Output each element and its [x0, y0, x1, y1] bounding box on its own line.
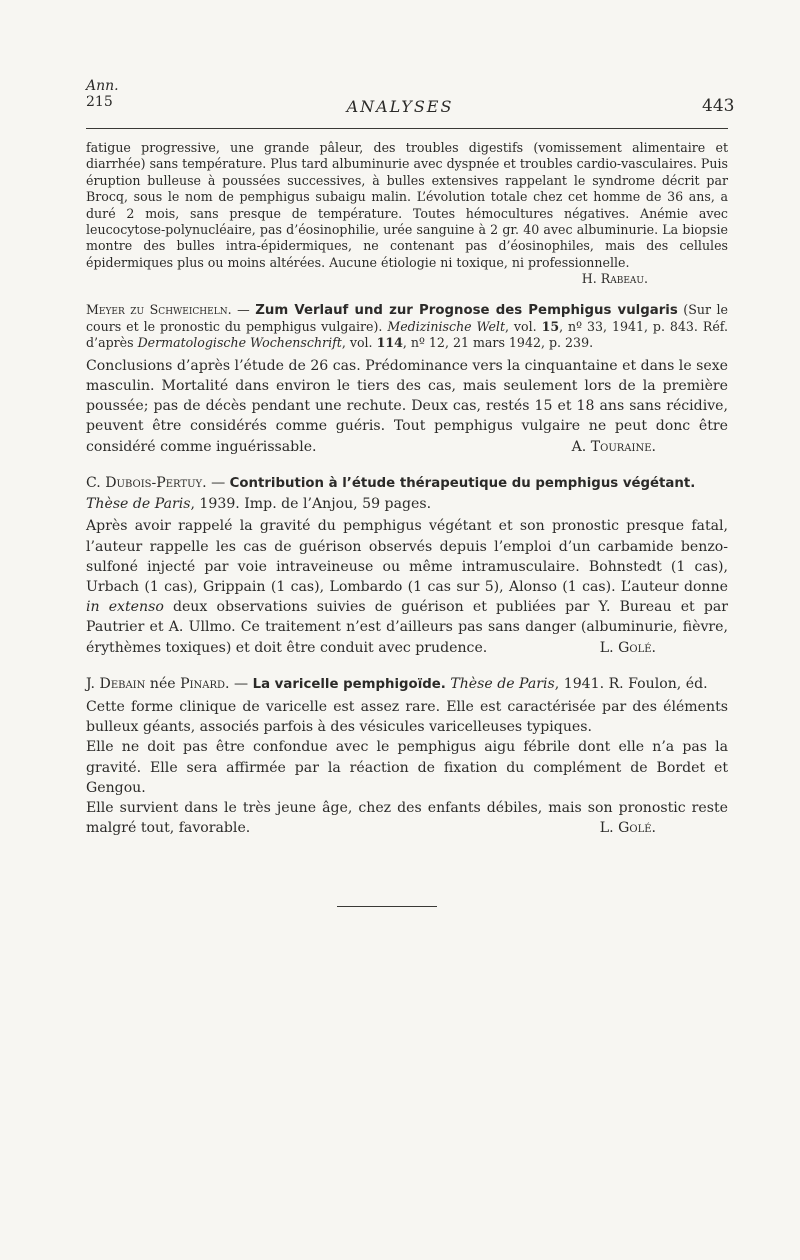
signature: L. Golé. [599, 820, 656, 837]
citation [86, 473, 728, 514]
abstract-body [86, 516, 728, 657]
citation [86, 674, 728, 695]
abstract-signature: H. Rabeau. [581, 271, 648, 287]
reference-c: , nº 33, 1941, p. 843. Réf. d’après [86, 319, 728, 351]
header-rule [86, 128, 728, 129]
thesis-name: Thèse de Paris [86, 496, 191, 513]
reference: , 1939. Imp. de l’Anjou, 59 pages. [190, 496, 432, 513]
volume: 15 [541, 319, 560, 335]
abstract-dubois [86, 473, 728, 658]
paragraph-2: Elle ne doit pas être confondue avec le pemphigus aigu fébrile dont elle n’a pas la gravité. Elle sera affirmée par la réaction de fixation du complément de Bordet et Gengou. [86, 739, 728, 796]
reference-a: (Sur le cours et le pronostic du pemphigus vulgaire). [86, 301, 729, 335]
end-rule [337, 906, 437, 907]
body-text-b: deux observations suivies de guérison et publiées par Y. Bureau et par Pautrier et A. Ullmo. Ce traitement n’est d’ailleurs pas sans danger (albuminurie, fièvre, érythèmes toxiques) et doit être conduit avec prudence. [86, 599, 728, 656]
abstract-debain [86, 674, 728, 839]
author: J. Debain [86, 675, 146, 692]
article-title: Zum Verlauf und zur Prognose des Pemphigus vulgaris [255, 302, 678, 318]
paragraph-1: Cette forme clinique de varicelle est assez rare. Elle est caractérisée par des éléments bulleux géants, associés parfois à des vésicules varicelleuses typiques. [86, 698, 728, 736]
body-text: Conclusions d’après l’étude de 26 cas. Prédominance vers la cinquantaine et dans le sexe masculin. Mortalité dans environ le tiers des cas, mais seulement lors de la première poussée; pas de décès pendant une rechute. Deux cas, restés 15 et 18 ans sans récidive, peuvent être considérés comme guéris. Tout pemphigus vulgaire ne peut donc être considéré comme inguérissable. [86, 357, 728, 455]
author-maiden: Pinard. [180, 675, 230, 692]
volume-number: 215 [86, 94, 113, 110]
abstract-body [86, 356, 728, 457]
abstract-meyer [86, 302, 728, 457]
article-title: Contribution à l’étude thérapeutique du pemphigus végétant. [229, 475, 696, 491]
thesis-name: Thèse de Paris [450, 675, 555, 692]
paragraph-3 [86, 798, 728, 838]
journal-name: Medizinische Welt [387, 319, 506, 335]
nee: née [145, 675, 181, 692]
signature: L. Golé. [599, 639, 656, 656]
article-column [86, 140, 728, 838]
body-text: Elle survient dans le très jeune âge, chez des enfants débiles, mais son pronostic reste malgré tout, favorable. [86, 799, 728, 837]
author: C. Dubois-Pertuy. [86, 474, 207, 491]
reference-b: , vol. [505, 319, 542, 335]
reference: , 1941. R. Foulon, éd. [554, 675, 708, 692]
body-text-a: Après avoir rappelé la gravité du pemphigus végétant et son pronostic presque fatal, l’auteur rappelle les cas de guérison observés depuis l’emploi d’un carbamide benzo-sulfoné injecté par voie intraveineuse ou même intramusculaire. Bohnstedt (1 cas), Urbach (1 cas), Grippain (1 cas), Lombardo (1 cas sur 5), Alonso (1 cas). L’auteur donne [86, 518, 728, 595]
author: Meyer zu Schweicheln. [86, 301, 232, 317]
signature: A. Touraine. [571, 438, 656, 455]
citation [86, 302, 728, 352]
dash: — [231, 301, 256, 317]
abstract-continuation [86, 140, 728, 288]
reference-d: , vol. [341, 335, 377, 351]
reference-e: , nº 12, 21 mars 1942, p. 239. [402, 335, 594, 351]
volume-2: 114 [376, 335, 403, 351]
journal-abbreviation: Ann. [86, 78, 119, 94]
article-title: La varicelle pemphigoïde. [252, 676, 446, 692]
abstract-text: fatigue progressive, une grande pâleur, des troubles digestifs (vomissement alimentaire et diarrhée) sans température. Plus tard albuminurie avec dyspnée et troubles cardio-vasculaires. Puis éruption bulleuse à poussées successives, à bulles extensives rappelant le syndrome décrit par Brocq, sous le nom de pemphigus subaigu malin. L’évolution totale chez cet homme de 36 ans, a duré 2 mois, sans presque de température. Toutes hémocultures négatives. Anémie avec leucocytose-polynucléaire, pas d’éosinophilie, urée sanguine à 2 gr. 40 avec albuminurie. La biopsie montre des bulles intra-épidermiques, ne contenant pas d’éosinophiles, mais des cellules épidermiques plus ou moins altérées. Aucune étiologie ni toxique, ni professionnelle. [86, 140, 728, 270]
page-number: 443 [702, 96, 735, 116]
section-title: ANALYSES [346, 97, 454, 116]
dash: — [206, 474, 230, 491]
journal-name-2: Dermatologische Wochenschrift [137, 335, 342, 351]
body-italic: in extenso [86, 599, 164, 616]
dash: — [229, 675, 253, 692]
